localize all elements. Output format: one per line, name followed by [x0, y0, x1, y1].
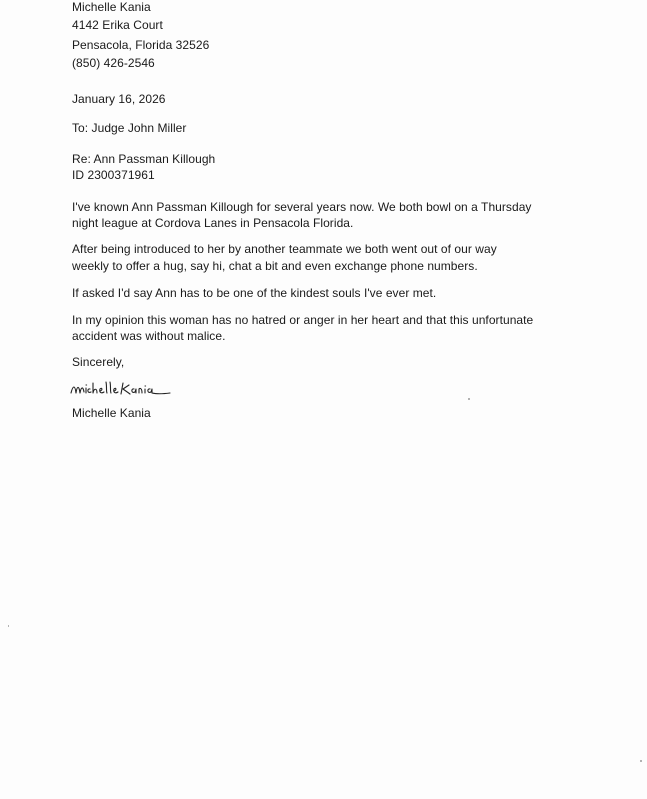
subject-id-line: ID 2300371961	[72, 168, 155, 182]
sender-street: 4142 Erika Court	[72, 18, 163, 32]
body-paragraph-4-line-1: In my opinion this woman has no hatred or anger in her heart and that this unfortunate	[72, 313, 534, 327]
scan-speck	[640, 760, 642, 762]
body-paragraph-4-line-2: accident was without malice.	[72, 329, 226, 343]
body-paragraph-2-line-2: weekly to offer a hug, say hi, chat a bit and even exchange phone numbers.	[72, 259, 478, 273]
signature-printed-name: Michelle Kania	[72, 406, 151, 420]
sender-name: Michelle Kania	[72, 0, 151, 14]
body-paragraph-3-line-1: If asked I'd say Ann has to be one of the kindest souls I've ever met.	[72, 286, 437, 300]
body-paragraph-1-line-2: night league at Cordova Lanes in Pensacola Florida.	[72, 216, 354, 230]
scan-speck	[8, 625, 9, 627]
sender-city-state-zip: Pensacola, Florida 32526	[72, 38, 210, 52]
body-paragraph-1-line-1: I've known Ann Passman Killough for several years now. We both bowl on a Thursday	[72, 200, 532, 214]
handwritten-signature	[70, 379, 180, 399]
sender-phone: (850) 426-2546	[72, 56, 155, 70]
recipient-line: To: Judge John Miller	[72, 121, 187, 135]
subject-re-line: Re: Ann Passman Killough	[72, 152, 216, 166]
body-paragraph-2-line-1: After being introduced to her by another teammate we both went out of our way	[72, 242, 497, 256]
letter-date: January 16, 2026	[72, 92, 166, 106]
scan-speck	[468, 398, 470, 400]
closing-line: Sincerely,	[72, 355, 125, 369]
